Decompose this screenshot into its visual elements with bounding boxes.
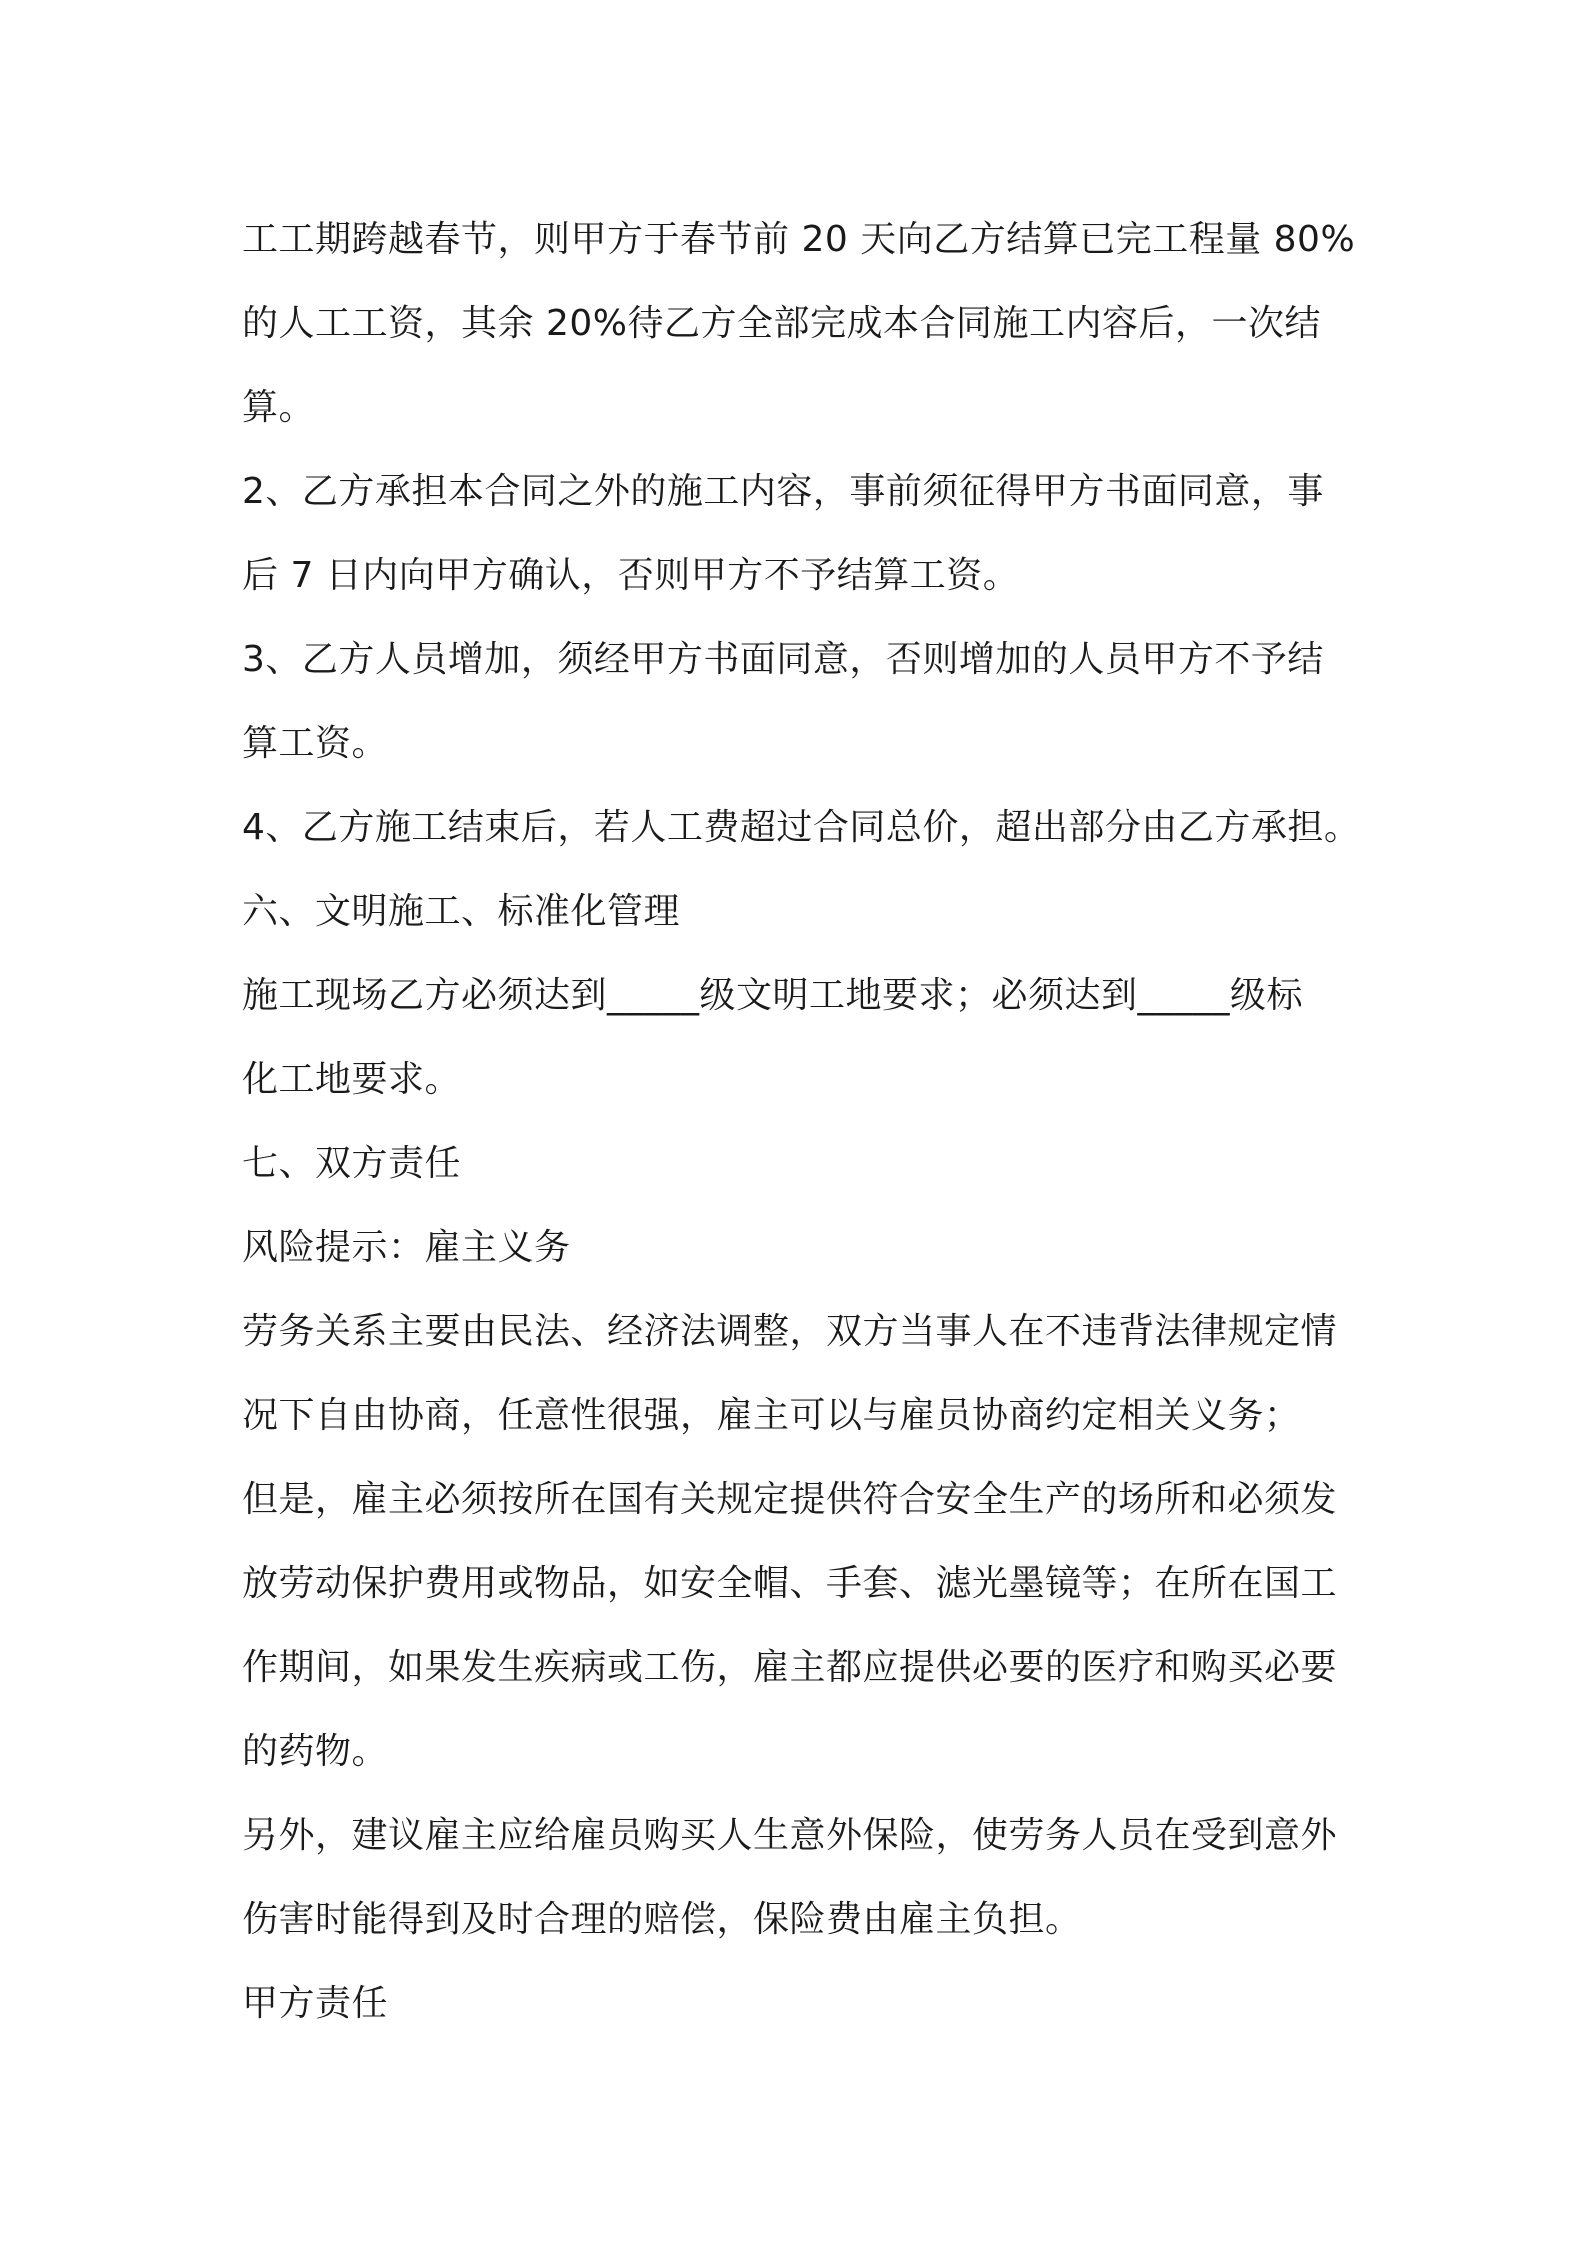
text-line: 的人工工资，其余 20%待乙方全部完成本合同施工内容后，一次结 <box>242 303 1321 344</box>
text-line: 另外，建议雇主应给雇员购买人生意外保险，使劳务人员在受到意外 <box>242 1815 1338 1856</box>
text-line: 算。 <box>242 387 316 428</box>
text-line: 后 7 日内向甲方确认，否则甲方不予结算工资。 <box>242 555 1020 596</box>
text-line: 工工期跨越春节，则甲方于春节前 20 天向乙方结算已完工程量 80% <box>242 219 1356 260</box>
text-line: 放劳动保护费用或物品，如安全帽、手套、滤光墨镜等；在所在国工 <box>242 1563 1338 1604</box>
text-line: 作期间，如果发生疾病或工伤，雇主都应提供必要的医疗和购买必要 <box>242 1647 1338 1688</box>
text-line: 施工现场乙方必须达到_____级文明工地要求；必须达到_____级标 <box>242 975 1304 1016</box>
clause-4: 4、乙方施工结束后，若人工费超过合同总价，超出部分由乙方承担。 <box>242 807 1361 848</box>
clause-2: 2、乙方承担本合同之外的施工内容，事前须征得甲方书面同意，事 <box>242 471 1324 512</box>
text-line: 化工地要求。 <box>242 1059 462 1100</box>
text-line: 的药物。 <box>242 1731 389 1772</box>
text-line: 况下自由协商，任意性很强，雇主可以与雇员协商约定相关义务； <box>242 1395 1301 1436</box>
section-heading-6: 六、文明施工、标准化管理 <box>242 891 681 932</box>
section-heading-7: 七、双方责任 <box>242 1143 462 1184</box>
subheading-party-a: 甲方责任 <box>242 1983 389 2024</box>
document-body <box>242 198 1362 2046</box>
clause-3: 3、乙方人员增加，须经甲方书面同意，否则增加的人员甲方不予结 <box>242 639 1324 680</box>
text-line: 但是，雇主必须按所在国有关规定提供符合安全生产的场所和必须发 <box>242 1479 1338 1520</box>
text-line: 劳务关系主要由民法、经济法调整，双方当事人在不违背法律规定情 <box>242 1311 1338 1352</box>
risk-note-heading: 风险提示：雇主义务 <box>242 1227 571 1268</box>
text-line: 伤害时能得到及时合理的赔偿，保险费由雇主负担。 <box>242 1899 1082 1940</box>
text-line: 算工资。 <box>242 723 389 764</box>
